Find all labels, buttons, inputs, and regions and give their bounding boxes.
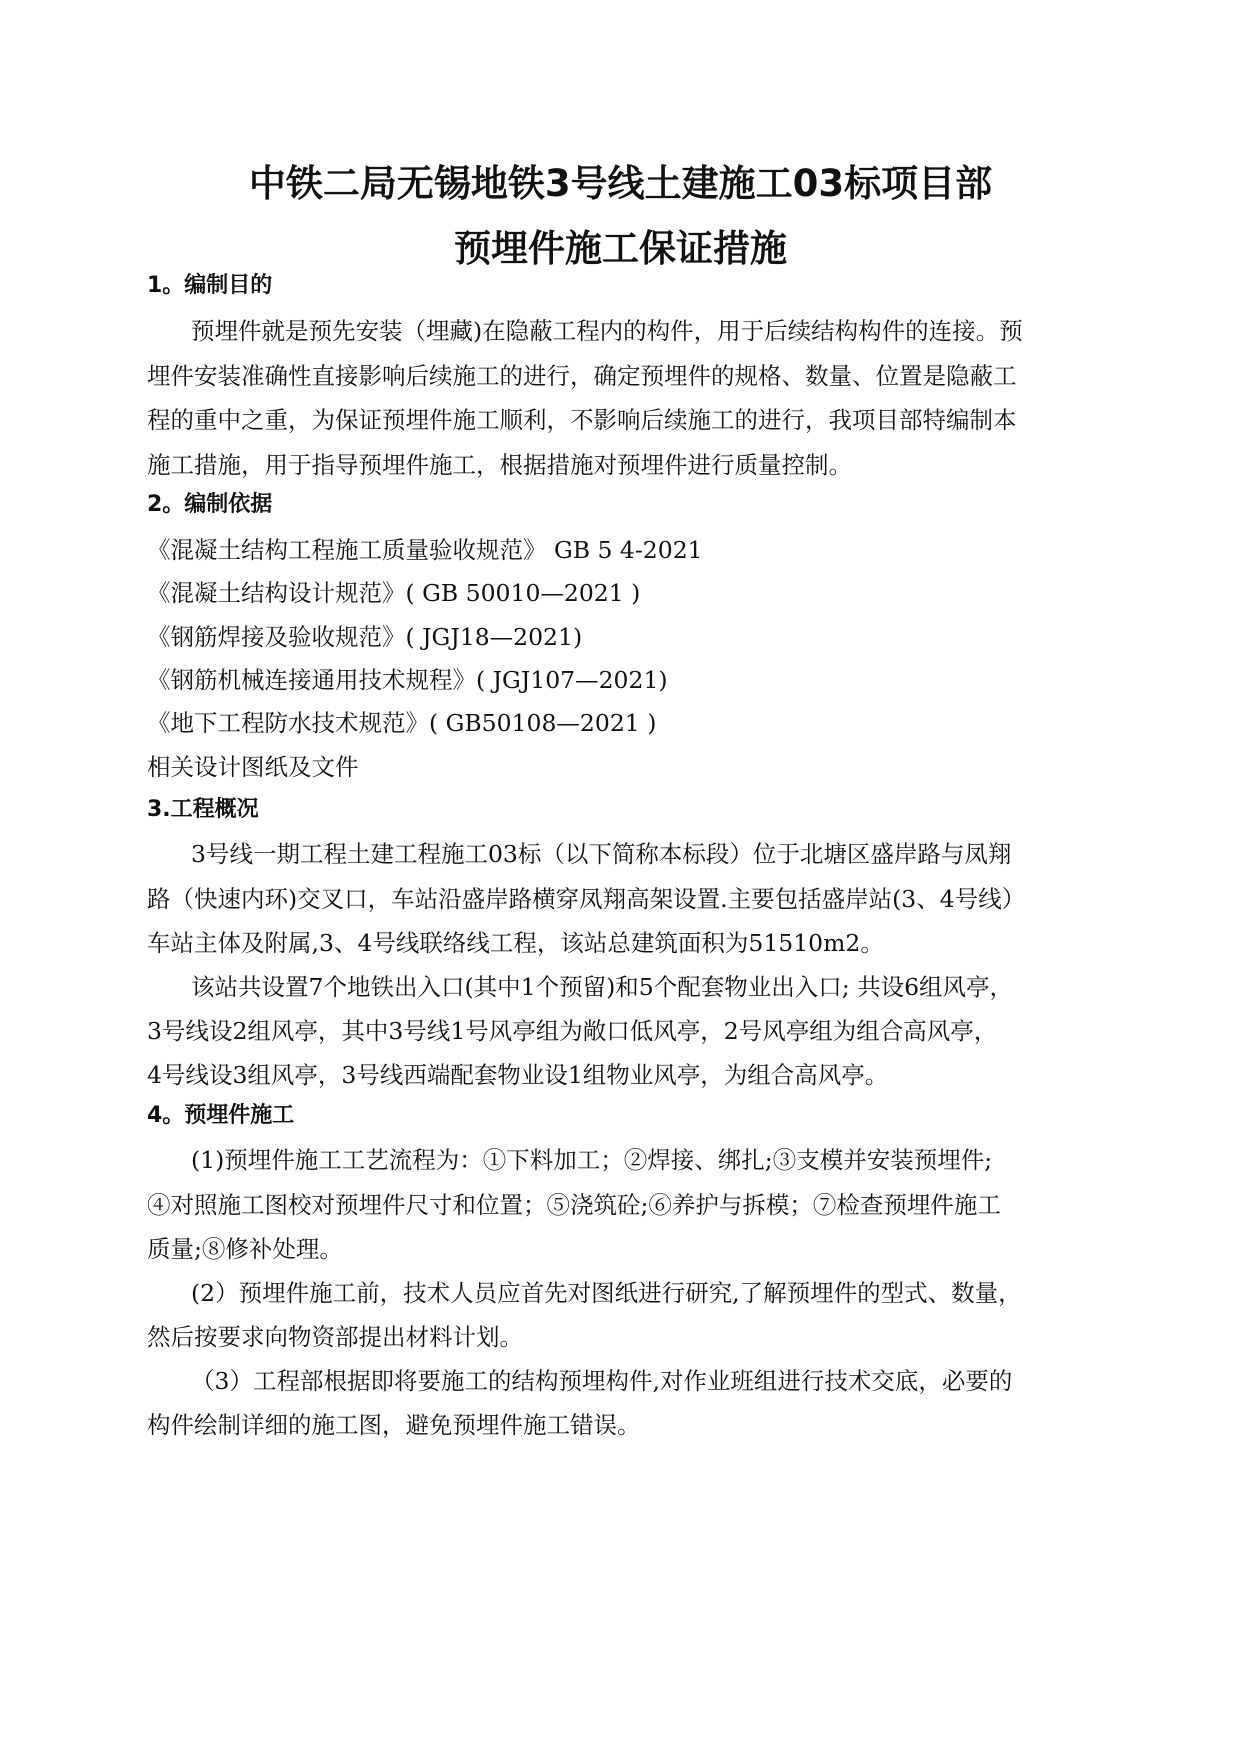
body-text-line: 构件绘制详细的施工图，避免预埋件施工错误。 [147, 1411, 641, 1439]
section-heading: 1。编制目的 [147, 273, 273, 298]
body-text-line: (1)预埋件施工工艺流程为：①下料加工；②焊接、绑扎;③支模并安装预埋件; [191, 1146, 993, 1174]
document-title-line-2: 预埋件施工保证措施 [454, 227, 787, 270]
body-text-line: 相关设计图纸及文件 [147, 753, 359, 781]
body-text-line: 《地下工程防水技术规范》( GB50108—2021 ) [147, 709, 657, 737]
body-text-line: 路（快速内环)交叉口，车站沿盛岸路横穿凤翔高架设置.主要包括盛岸站(3、4号线） [147, 885, 1026, 913]
body-text-line: 程的重中之重，为保证预埋件施工顺利，不影响后续施工的进行，我项目部特编制本 [147, 406, 1017, 434]
body-text-line: 车站主体及附属,3、4号线联络线工程，该站总建筑面积为51510m2。 [147, 929, 884, 957]
section-heading: 3.工程概况 [147, 797, 259, 822]
body-text-line: 《钢筋焊接及验收规范》( JGJ18—2021) [147, 623, 583, 651]
body-text-line: 然后按要求向物资部提出材料计划。 [147, 1323, 523, 1351]
body-text-line: (2）预埋件施工前，技术人员应首先对图纸进行研究,了解预埋件的型式、数量， [191, 1279, 1022, 1307]
body-text-line: ④对照施工图校对预埋件尺寸和位置；⑤浇筑砼;⑥养护与拆模；⑦检查预埋件施工 [147, 1191, 1001, 1219]
body-text-line: 施工措施，用于指导预埋件施工，根据措施对预埋件进行质量控制。 [147, 451, 852, 479]
body-text-line: 质量;⑧修补处理。 [147, 1235, 343, 1263]
body-text-line: 《钢筋机械连接通用技术规程》( JGJ107—2021) [147, 666, 668, 694]
body-text-line: （3）工程部根据即将要施工的结构预埋构件,对作业班组进行技术交底，必要的 [191, 1367, 1013, 1395]
body-text-line: 3号线设2组风亭，其中3号线1号风亭组为敞口低风亭，2号风亭组为组合高风亭， [147, 1017, 998, 1045]
body-text-line: 《混凝土结构设计规范》( GB 50010—2021 ) [147, 579, 641, 607]
document-title-line-1: 中铁二局无锡地铁3号线土建施工03标项目部 [248, 162, 993, 205]
body-text-line: 预埋件就是预先安装（埋藏)在隐蔽工程内的构件，用于后续结构构件的连接。预 [191, 317, 1023, 345]
body-text-line: 4号线设3组风亭，3号线西端配套物业设1组物业风亭，为组合高风亭。 [147, 1061, 889, 1089]
section-heading: 4。预埋件施工 [147, 1103, 295, 1128]
body-text-line: 3号线一期工程土建工程施工03标（以下简称本标段）位于北塘区盛岸路与凤翔 [191, 840, 1012, 868]
body-text-line: 该站共设置7个地铁出入口(其中1个预留)和5个配套物业出入口; 共设6组风亭， [191, 973, 1014, 1001]
section-heading: 2。编制依据 [147, 492, 273, 517]
body-text-line: 埋件安装准确性直接影响后续施工的进行，确定预埋件的规格、数量、位置是隐蔽工 [147, 362, 1017, 390]
body-text-line: 《混凝土结构工程施工质量验收规范》 GB 5 4-2021 [147, 536, 703, 564]
